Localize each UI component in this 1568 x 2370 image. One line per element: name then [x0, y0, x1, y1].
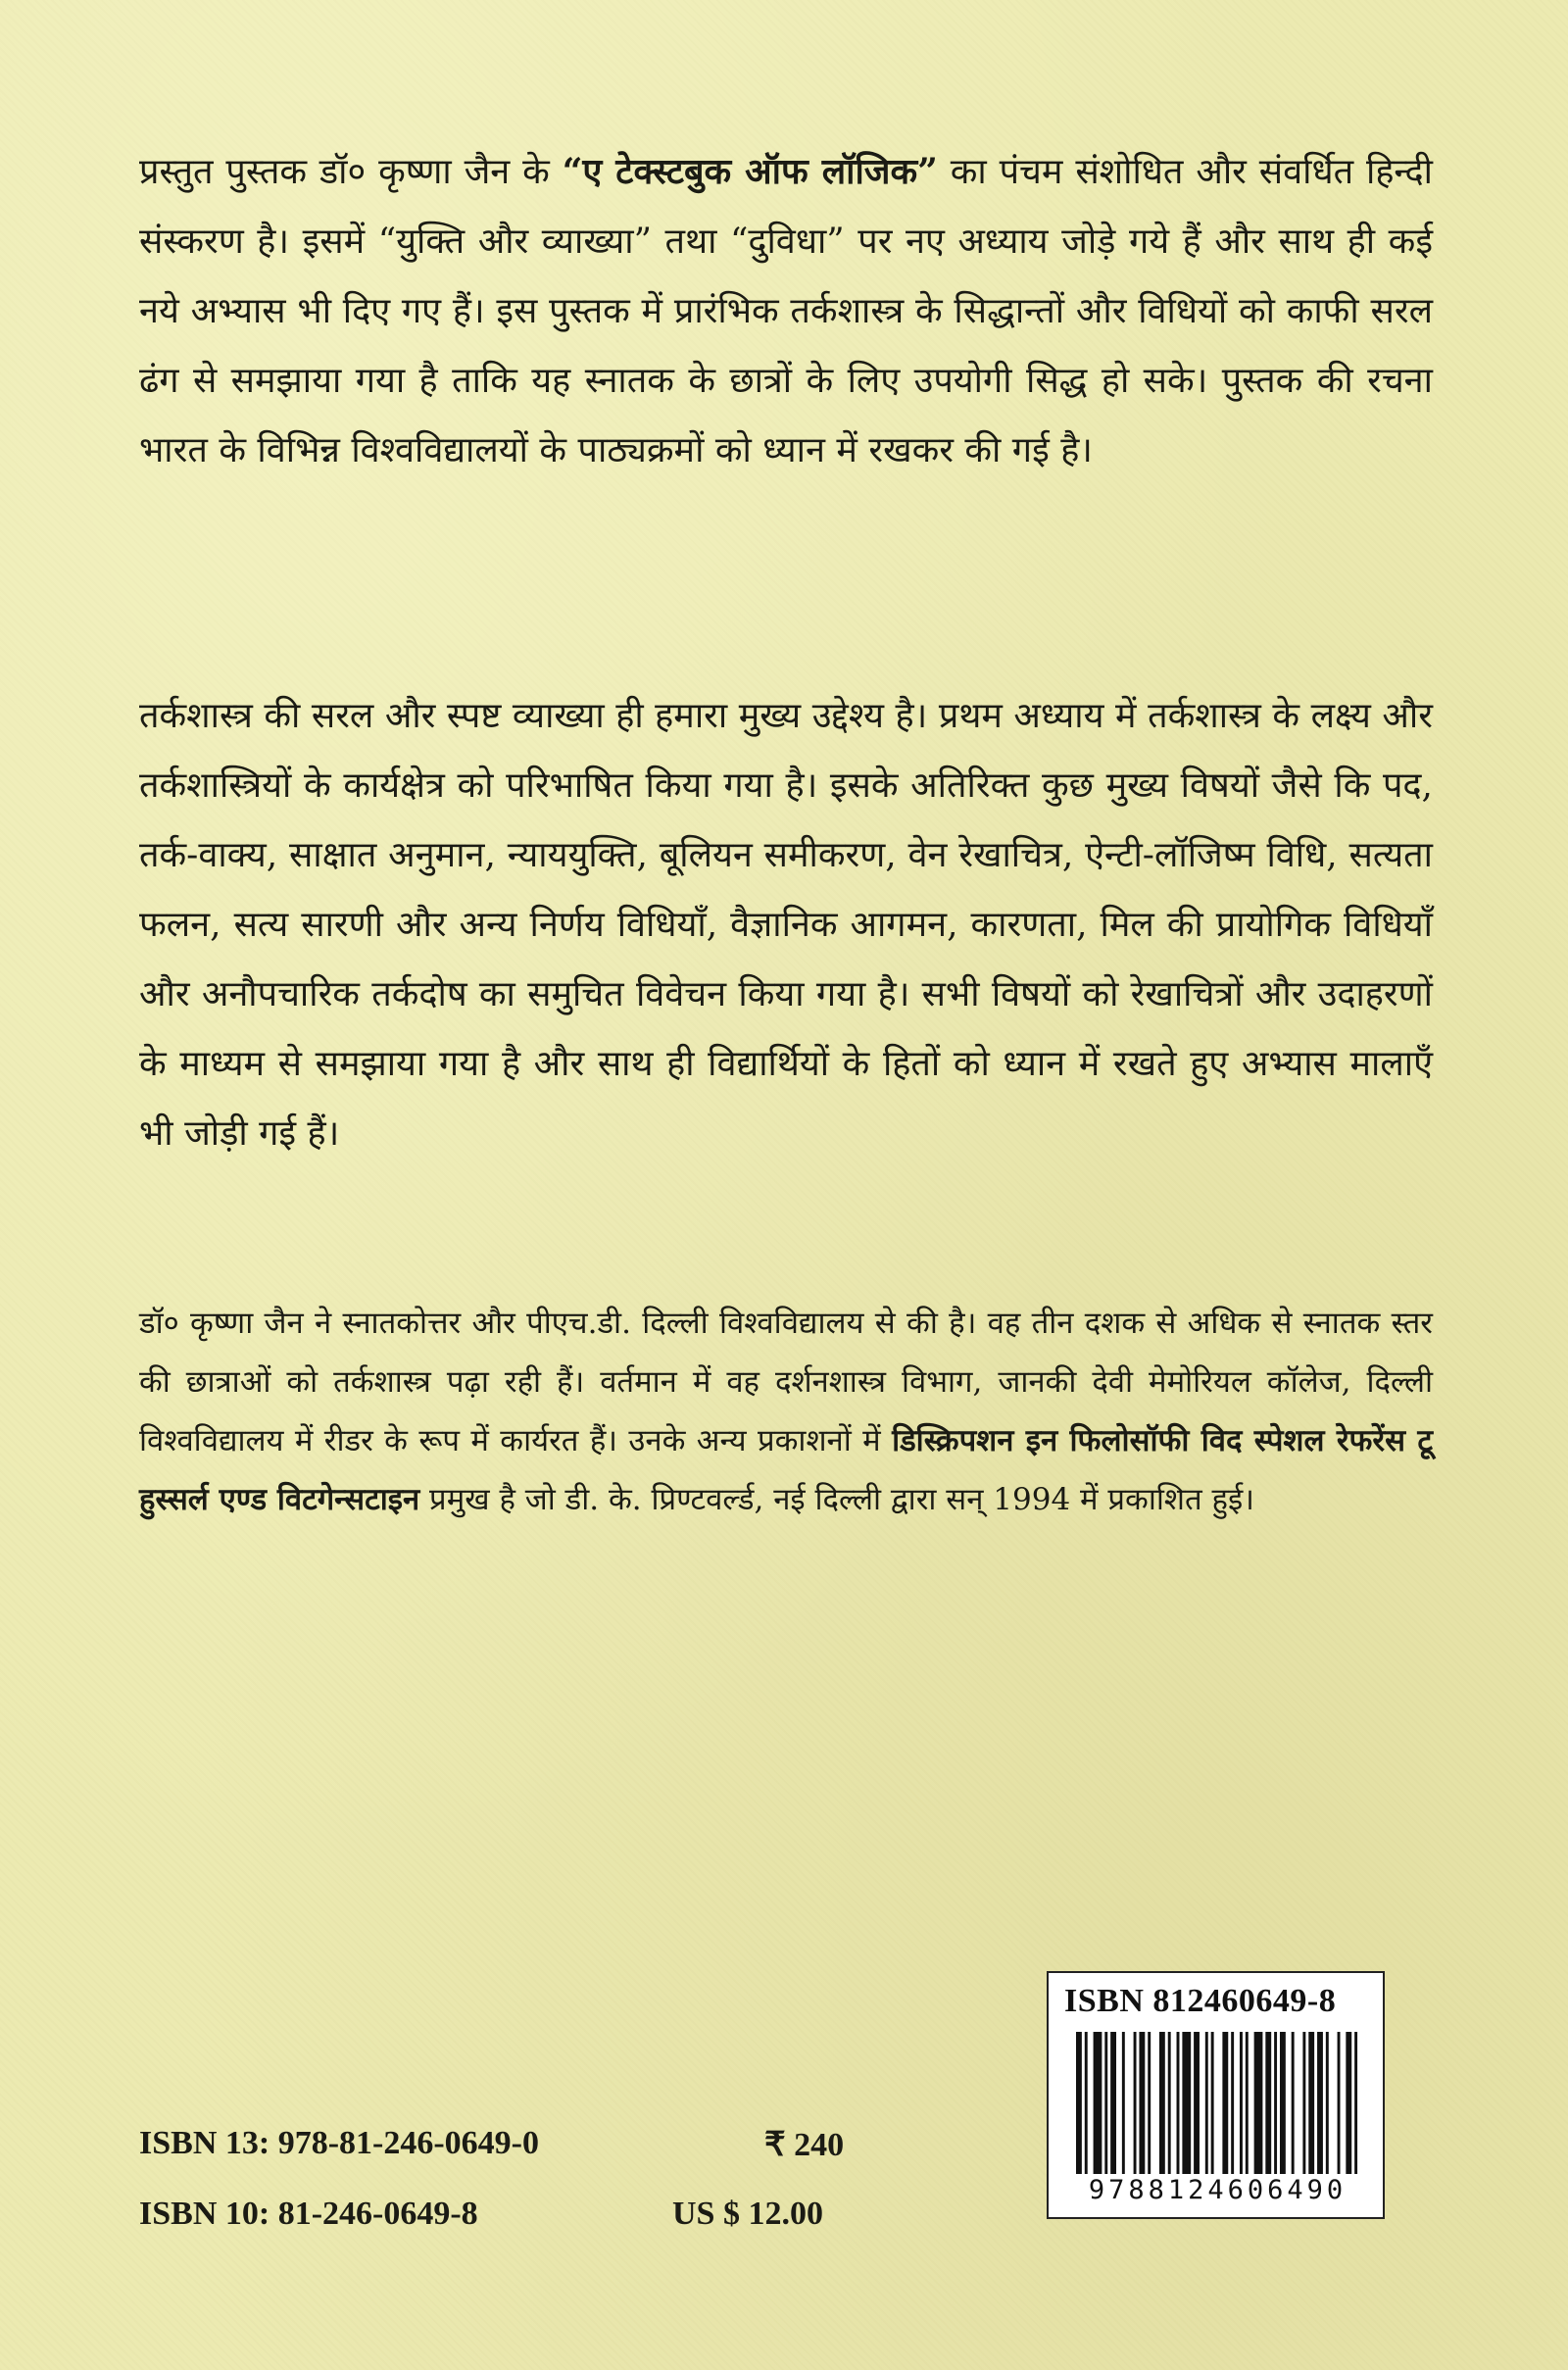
description-paragraph-2: तर्कशास्त्र की सरल और स्पष्ट व्याख्या ही हमारा मुख्य उद्देश्य है। प्रथम अध्याय में तर्कशास्त्र के लक्ष्य और तर्कशास्त्रियों के कार्यक्षेत्र को परिभाषित किया गया है। इसके अतिरिक्त कुछ मुख्य विषयों जैसे कि पद, तर्क-वाक्य, साक्षात अनुमान, न्याययुक्ति, बूलियन समीकरण, वेन रेखाचित्र, ऐन्टी-लॉजिष्म विधि, सत्यता फलन, सत्य सारणी और अन्य निर्णय विधियाँ, वैज्ञानिक आगमन, कारणता, मिल की प्रायोगिक विधियाँ और अनौपचारिक तर्कदोष का समुचित विवेचन किया गया है। सभी विषयों को रेखाचित्रों और उदाहरणों के माध्यम से समझाया गया है और साथ ही विद्यार्थियों के हितों को ध्यान में रखते हुए अभ्यास मालाएँ भी जोड़ी गई हैं। — [139, 696, 1433, 1154]
paragraph-1-rest: का पंचम संशोधित और संवर्धित हिन्दी संस्करण है। इसमें “युक्ति और व्याख्या” तथा “दुविधा” पर नए अध्याय जोड़े गये हैं और साथ ही कई नये अभ्यास भी दिए गए हैं। इस पुस्तक में प्रारंभिक तर्कशास्त्र के सिद्धान्तों और विधियों को काफी सरल ढंग से समझाया गया है ताकि यह स्नातक के छात्रों के लिए उपयोगी सिद्ध हो सके। पुस्तक की रचना भारत के विभिन्न विश्वविद्यालयों के पाठ्यक्रमों को ध्यान में रखकर की गई है। — [139, 152, 1434, 470]
isbn-10-text: ISBN 10: 81-246-0649-8 — [139, 2196, 478, 2232]
barcode-box — [1047, 1971, 1385, 2219]
author-bio-rest: प्रमुख है जो डी. के. प्रिण्टवर्ल्ड, नई दिल्ली द्वारा सन् 1994 में प्रकाशित हुई। — [419, 1482, 1254, 1517]
author-bio-paragraph — [139, 1294, 1433, 1529]
paragraph-1-intro: प्रस्तुत पुस्तक डॉ० कृष्णा जैन के — [139, 152, 563, 192]
other-book-title: डिस्क्रिपशन इन फिलोसॉफी विद स्पेशल रेफरेंस टू हुस्सर्ल एण्ड विटगेन्सटाइन — [139, 1423, 1433, 1517]
isbn-13-text: ISBN 13: 978-81-246-0649-0 — [139, 2125, 539, 2161]
barcode-digits: 9788124606490 — [1088, 2175, 1348, 2205]
price-inr: ₹ 240 — [764, 2127, 845, 2163]
price-usd: US $ 12.00 — [672, 2196, 823, 2232]
book-title-text: “ए टेक्स्टबुक ऑफ लॉजिक” — [562, 151, 938, 192]
author-bio-intro: डॉ० कृष्णा जैन ने स्नातकोत्तर और पीएच.डी. दिल्ली विश्वविद्यालय से की है। वह तीन दशक से अधिक से स्नातक स्तर की छात्राओं को तर्कशास्त्र पढ़ा रही हैं। वर्तमान में वह दर्शनशास्त्र विभाग, जानकी देवी मेमोरियल कॉलेज, दिल्ली विश्वविद्यालय में रीडर के रूप में कार्यरत हैं। उनके अन्य प्रकाशनों में — [139, 1306, 1433, 1458]
barcode-icon — [1076, 2032, 1360, 2174]
description-paragraph-1 — [139, 137, 1433, 485]
barcode-isbn-label: ISBN 812460649-8 — [1064, 1983, 1337, 2019]
